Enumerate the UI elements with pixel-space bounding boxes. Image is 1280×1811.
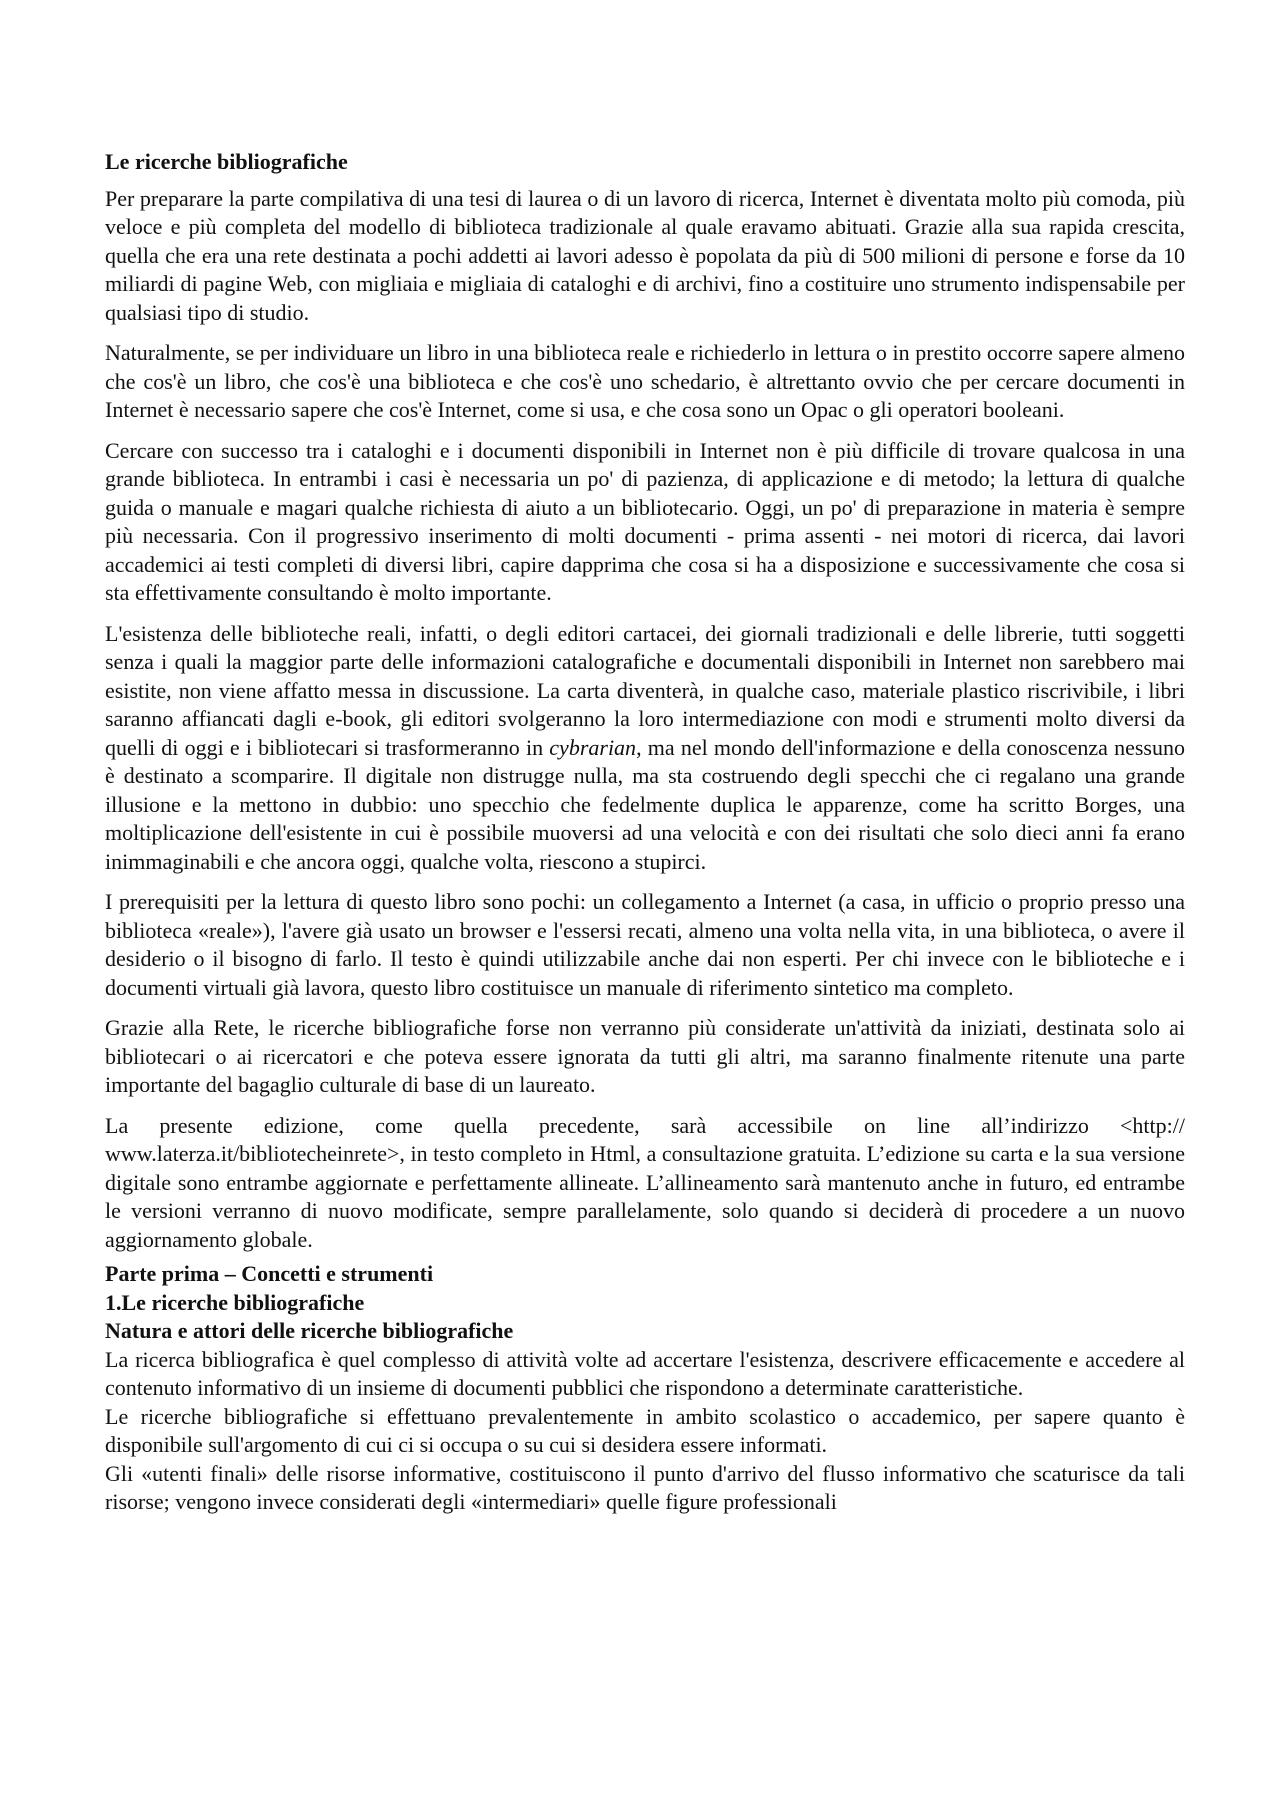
section-paragraph-2: Le ricerche bibliografiche si effettuano prevalentemente in ambito scolastico o accademico, per sapere quanto è disponibile sull'argomento di cui ci si occupa o su cui si desidera essere informati.	[105, 1403, 1185, 1457]
paragraph-2: Naturalmente, se per individuare un libro in una biblioteca reale e richiederlo in lettura o in prestito occorre sapere almeno che cos'è un libro, che cos'è una biblioteca e che cos'è uno schedario, è altrettanto ovvio che per cercare documenti in Internet è necessario sapere che cos'è Internet, come si usa, e che cosa sono un Opac o gli operatori booleani.	[105, 340, 1185, 422]
document-title: Le ricerche bibliografiche	[105, 149, 348, 174]
section-subtitle: Natura e attori delle ricerche bibliografiche	[105, 1318, 514, 1343]
paragraph-7: La presente edizione, come quella precedente, sarà accessibile on line all’indirizzo <http:// www.laterza.it/bibliotecheinrete>, in testo completo in Html, a consultazione gratuita. L’edizione su carta e la sua versione digitale sono entrambe aggiornate e perfettamente allineate. L’allineamento sarà mantenuto anche in futuro, ed entrambe le versioni verranno di nuovo modificate, sempre parallelamente, solo quando si deciderà di procedere a un nuovo aggiornamento globale.	[105, 1112, 1185, 1252]
paragraph-6: Grazie alla Rete, le ricerche bibliografiche forse non verranno più considerate un'attività da iniziati, destinata solo ai bibliotecari o ai ricercatori e che poteva essere ignorata da tutti gli altri, ma saranno finalmente ritenute una parte importante del bagaglio culturale di base di un laureato.	[105, 1015, 1185, 1097]
chapter-heading: 1.Le ricerche bibliografiche	[105, 1289, 365, 1315]
paragraph-4-part-a: L'esistenza delle biblioteche reali, infatti, o degli editori cartacei, dei giornali tradizionali e delle librerie, tutti soggetti senza i quali la maggior parte delle informazioni catalografiche e documentali disponibili in Internet non sarebbero mai esistite, non viene affatto messa in discussione. La carta diventerà, in qualche caso, materiale plastico riscrivibile, i libri saranno affiancati dagli e-book, gli editori svolgeranno la loro intermediazione con modi e strumenti molto diversi da quelli di oggi e i bibliotecari si trasformeranno in	[105, 620, 1185, 760]
paragraph-3: Cercare con successo tra i cataloghi e i documenti disponibili in Internet non è più difficile di trovare qualcosa in una grande biblioteca. In entrambi i casi è necessaria un po' di pazienza, di applicazione e di metodo; la lettura di qualche guida o manuale e magari qualche richiesta di aiuto a un bibliotecario. Oggi, un po' di preparazione in materia è sempre più necessaria. Con il progressivo inserimento di molti documenti - prima assenti - nei motori di ricerca, dai lavori accademici ai testi completi di diversi libri, capire dapprima che cosa si ha a disposizione e successivamente che cosa si sta effettivamente consultando è molto importante.	[105, 437, 1185, 605]
section-paragraph-3: Gli «utenti finali» delle risorse informative, costituiscono il punto d'arrivo del flusso informativo che scaturisce da tali risorse; vengono invece considerati degli «intermediari» quelle figure professionali	[105, 1460, 1185, 1514]
paragraph-4	[105, 620, 1185, 877]
section-paragraph-1: La ricerca bibliografica è quel complesso di attività volte ad accertare l'esistenza, descrivere efficacemente e accedere al contenuto informativo di un insieme di documenti pubblici che rispondono a determinate caratteristiche.	[105, 1346, 1185, 1400]
section-block	[105, 1260, 1185, 1517]
paragraph-4-part-b: , ma nel mondo dell'informazione e della conoscenza nessuno è destinato a scomparire. Il digitale non distrugge nulla, ma sta costruendo degli specchi che ci regalano una grande illusione e la mettono in dubbio: uno specchio che fedelmente duplica le apparenze, come ha scritto Borges, una moltiplicazione dell'esistente in cui è possibile muoversi ad una velocità e con dei risultati che solo dieci anni fa erano inimmaginabili e che ancora oggi, qualche volta, riescono a stupirci.	[105, 734, 1185, 874]
paragraph-1: Per preparare la parte compilativa di una tesi di laurea o di un lavoro di ricerca, Internet è diventata molto più comoda, più veloce e più completa del modello di biblioteca tradizionale al quale eravamo abituati. Grazie alla sua rapida crescita, quella che era una rete destinata a pochi addetti ai lavori adesso è popolata da più di 500 milioni di persone e forse da 10 miliardi di pagine Web, con migliaia e migliaia di cataloghi e di archivi, fino a costituire uno strumento indispensabile per qualsiasi tipo di studio.	[105, 185, 1185, 325]
paragraph-5: I prerequisiti per la lettura di questo libro sono pochi: un collegamento a Internet (a casa, in ufficio o proprio presso una biblioteca «reale»), l'avere già usato un browser e l'essersi recati, almeno una volta nella vita, in una biblioteca, o avere il desiderio o il bisogno di farlo. Il testo è quindi utilizzabile anche dai non esperti. Per chi invece con le biblioteche e i documenti virtuali già lavora, questo libro costituisce un manuale di riferimento sintetico ma completo.	[105, 889, 1185, 1000]
paragraph-4-emphasis: cybrarian	[549, 734, 637, 760]
document-page	[105, 148, 1185, 1517]
part-heading: Parte prima – Concetti e strumenti	[105, 1261, 434, 1286]
